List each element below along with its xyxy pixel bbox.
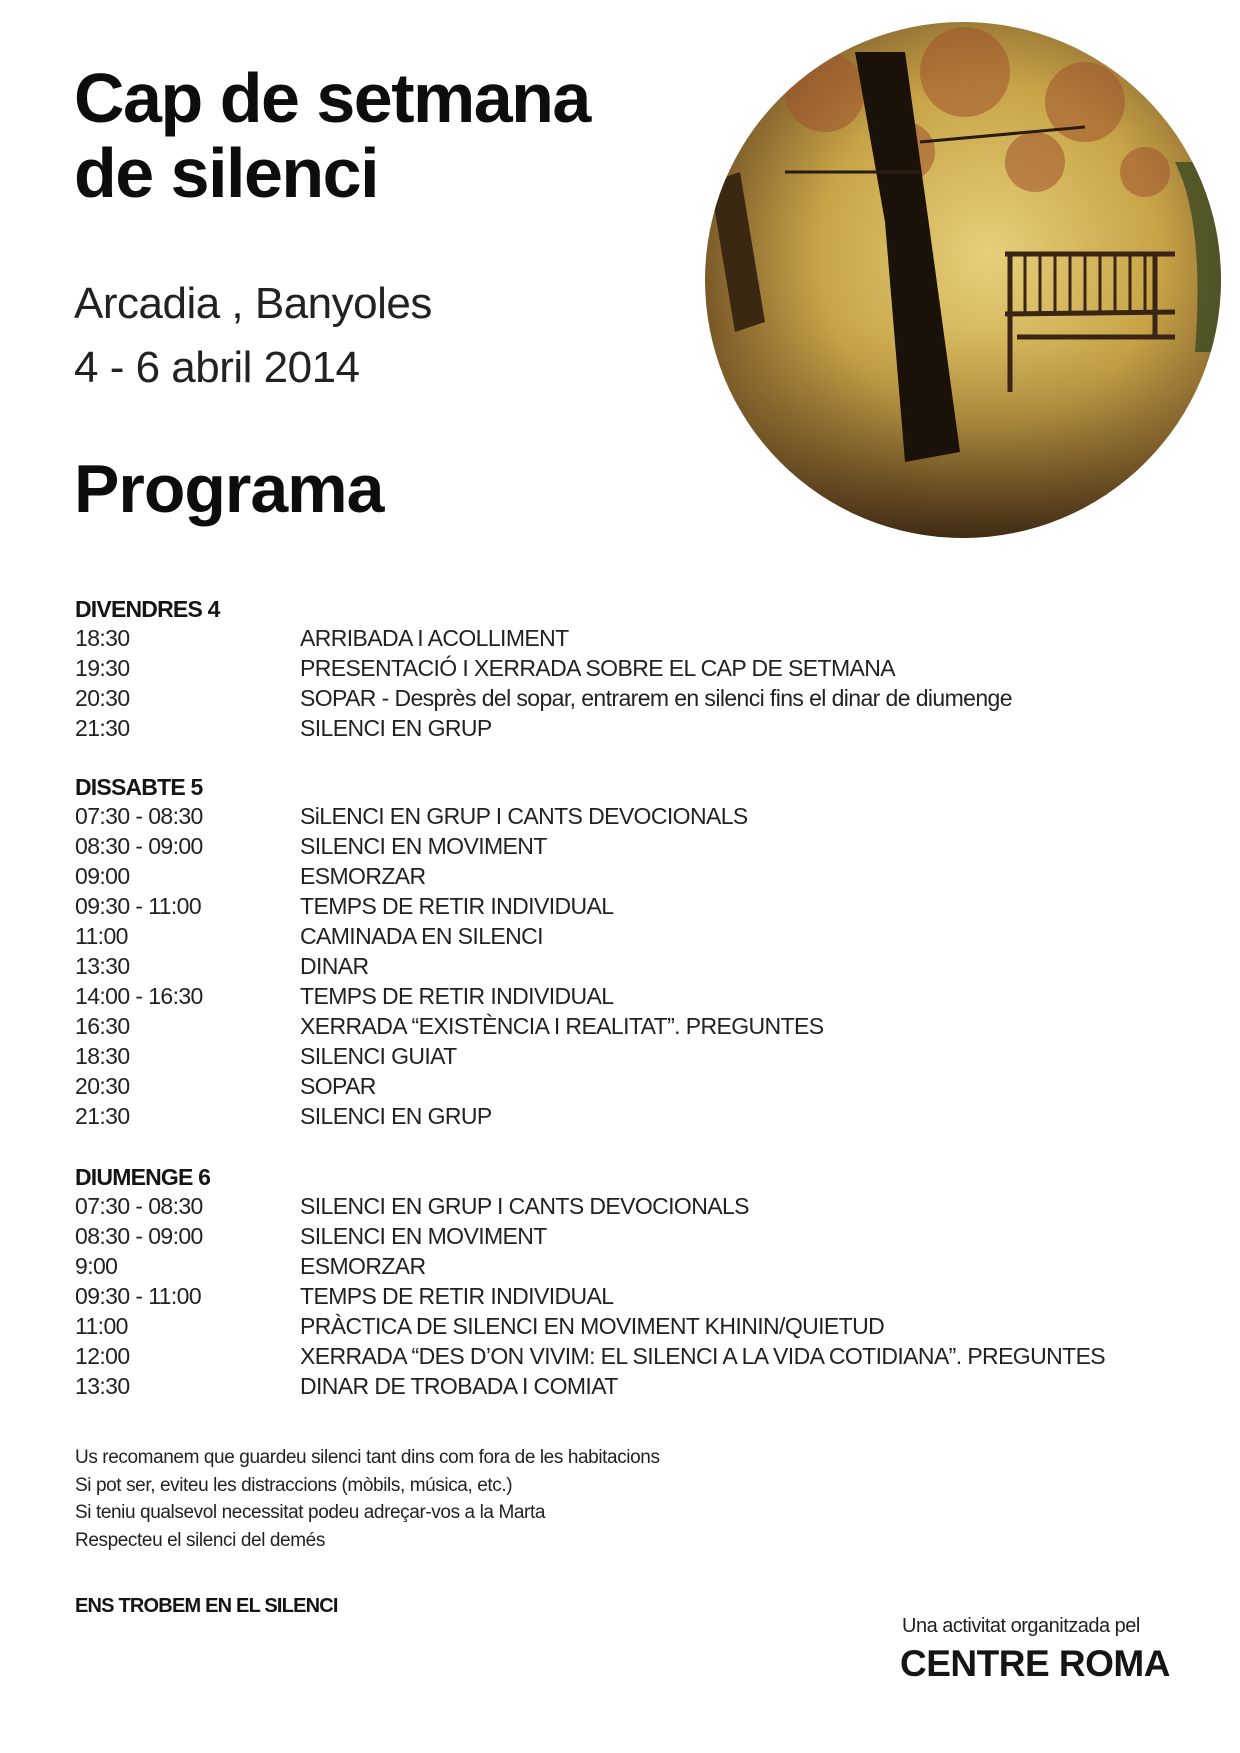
schedule-activity: SOPAR (300, 1073, 376, 1099)
schedule-time: 13:30 (75, 1373, 130, 1399)
schedule-row (0, 805, 1240, 835)
schedule-activity: DINAR DE TROBADA I COMIAT (300, 1373, 618, 1399)
schedule-activity: DINAR (300, 953, 369, 979)
note-3: Si teniu qualsevol necessitat podeu adreçar-vos a la Marta (75, 1502, 546, 1523)
schedule-activity: SILENCI EN GRUP (300, 715, 492, 741)
schedule-row (0, 835, 1240, 865)
schedule-activity: SILENCI EN MOVIMENT (300, 833, 547, 859)
schedule-activity: SiLENCI EN GRUP I CANTS DEVOCIONALS (300, 803, 748, 829)
schedule-activity: TEMPS DE RETIR INDIVIDUAL (300, 1283, 614, 1309)
schedule-row (0, 1345, 1240, 1375)
schedule-time: 19:30 (75, 655, 130, 681)
title-line-1: Cap de setmana (74, 59, 590, 137)
day-heading: DISSABTE 5 (75, 774, 203, 800)
schedule-activity: XERRADA “DES D’ON VIVIM: EL SILENCI A LA VIDA COTIDIANA”. PREGUNTES (300, 1343, 1106, 1369)
schedule-time: 08:30 - 09:00 (75, 833, 203, 859)
schedule-row (0, 657, 1240, 687)
schedule-time: 21:30 (75, 715, 130, 741)
schedule-activity: SILENCI EN GRUP I CANTS DEVOCIONALS (300, 1193, 749, 1219)
schedule-time: 18:30 (75, 1043, 130, 1069)
program-heading: Programa (74, 451, 384, 527)
organizer-name: CENTRE ROMA (900, 1643, 1170, 1684)
schedule-time: 18:30 (75, 625, 130, 651)
schedule-time: 09:00 (75, 863, 130, 889)
bench-in-forest-image (705, 22, 1221, 538)
schedule-time: 09:30 - 11:00 (75, 893, 202, 919)
schedule-row (0, 1375, 1240, 1405)
schedule-row (0, 865, 1240, 895)
schedule-activity: SILENCI EN MOVIMENT (300, 1223, 547, 1249)
schedule-row (0, 1315, 1240, 1345)
schedule-activity: SILENCI EN GRUP (300, 1103, 492, 1129)
schedule-activity: TEMPS DE RETIR INDIVIDUAL (300, 983, 614, 1009)
schedule-activity: SILENCI GUIAT (300, 1043, 457, 1069)
schedule-time: 9:00 (75, 1253, 118, 1279)
schedule-row (0, 717, 1240, 747)
schedule-time: 12:00 (75, 1343, 130, 1369)
day-heading: DIUMENGE 6 (75, 1164, 211, 1190)
schedule-activity: TEMPS DE RETIR INDIVIDUAL (300, 893, 614, 919)
schedule-time: 21:30 (75, 1103, 130, 1129)
schedule-row (0, 1015, 1240, 1045)
note-4: Respecteu el silenci del demés (75, 1530, 325, 1551)
schedule-activity: XERRADA “EXISTÈNCIA I REALITAT”. PREGUNTES (300, 1013, 824, 1039)
schedule-time: 11:00 (75, 923, 128, 949)
schedule-time: 07:30 - 08:30 (75, 803, 203, 829)
schedule-activity: PRÀCTICA DE SILENCI EN MOVIMENT KHININ/QUIETUD (300, 1313, 885, 1339)
title-line-2: de silenci (74, 134, 379, 212)
note-1: Us recomanem que guardeu silenci tant dins com fora de les habitacions (75, 1447, 660, 1468)
schedule-time: 07:30 - 08:30 (75, 1193, 203, 1219)
schedule-activity: ESMORZAR (300, 863, 426, 889)
organizer-prefix: Una activitat organitzada pel (902, 1615, 1140, 1637)
schedule-row (0, 1255, 1240, 1285)
schedule-row (0, 1045, 1240, 1075)
schedule-row (0, 1285, 1240, 1315)
dates: 4 - 6 abril 2014 (74, 343, 360, 392)
schedule-activity: PRESENTACIÓ I XERRADA SOBRE EL CAP DE SETMANA (300, 655, 896, 681)
schedule-row (0, 985, 1240, 1015)
schedule-row (0, 1195, 1240, 1225)
note-2: Si pot ser, eviteu les distraccions (mòbils, música, etc.) (75, 1475, 513, 1496)
schedule-row (0, 925, 1240, 955)
schedule-activity: CAMINADA EN SILENCI (300, 923, 543, 949)
bench-photo (705, 22, 1221, 538)
schedule-time: 20:30 (75, 1073, 130, 1099)
schedule-activity: ARRIBADA I ACOLLIMENT (300, 625, 569, 651)
schedule-time: 14:00 - 16:30 (75, 983, 203, 1009)
schedule-row (0, 1105, 1240, 1135)
schedule-time: 20:30 (75, 685, 130, 711)
schedule-row (0, 627, 1240, 657)
schedule-row (0, 895, 1240, 925)
schedule-time: 13:30 (75, 953, 130, 979)
closing-line: ENS TROBEM EN EL SILENCI (75, 1595, 338, 1617)
schedule-time: 08:30 - 09:00 (75, 1223, 203, 1249)
day-heading: DIVENDRES 4 (75, 596, 220, 622)
schedule-activity: ESMORZAR (300, 1253, 426, 1279)
schedule-time: 16:30 (75, 1013, 130, 1039)
schedule-row (0, 687, 1240, 717)
schedule-row (0, 1075, 1240, 1105)
location: Arcadia , Banyoles (74, 279, 432, 328)
schedule-activity: SOPAR - Desprès del sopar, entrarem en silenci fins el dinar de diumenge (300, 685, 1012, 711)
schedule-time: 09:30 - 11:00 (75, 1283, 202, 1309)
schedule-row (0, 1225, 1240, 1255)
schedule-time: 11:00 (75, 1313, 128, 1339)
schedule-row (0, 955, 1240, 985)
